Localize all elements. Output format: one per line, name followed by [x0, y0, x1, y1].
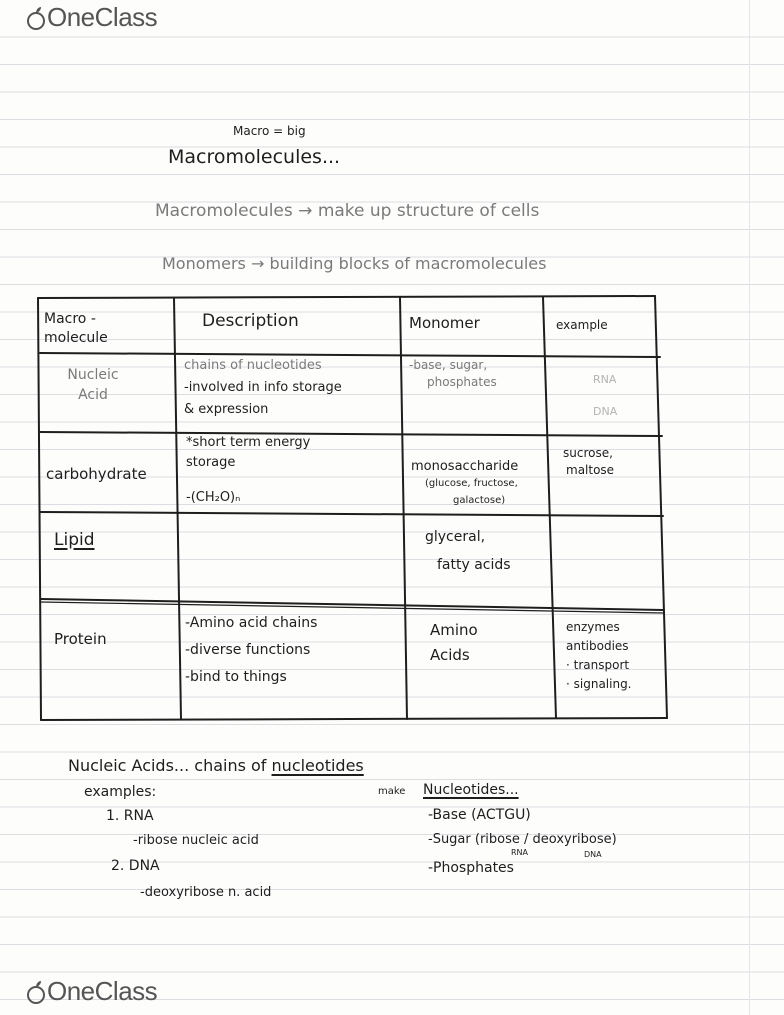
- make-label: make: [378, 786, 406, 797]
- oneclass-logo-text: OneClass: [47, 976, 158, 1006]
- table-cell-macro: carbohydrate: [46, 465, 147, 483]
- table-cell-description: chains of nucleotides -involved in info storage & expression: [184, 358, 342, 417]
- table-cell-description: -Amino acid chains -diverse functions -bind to things: [185, 615, 318, 685]
- table-header-monomer: Monomer: [409, 314, 480, 332]
- page-title: Macromolecules...: [168, 146, 341, 168]
- definition-meaning: building blocks of macromolecules: [269, 254, 547, 273]
- table-header-example: example: [556, 318, 608, 332]
- arrow-icon: →: [298, 201, 313, 221]
- example-dna: 2. DNA: [111, 858, 160, 874]
- nucleotide-phosphates: -Phosphates: [428, 860, 514, 876]
- table-cell-example: RNA DNA: [593, 373, 618, 418]
- definition-term: Macromolecules: [155, 201, 293, 221]
- table-cell-monomer: Amino Acids: [430, 621, 478, 664]
- table-cell-macro: Lipid: [54, 530, 95, 550]
- table-header-description: Description: [202, 311, 299, 331]
- table-cell-macro: Nucleic Acid: [67, 367, 119, 403]
- example-rna-desc: -ribose nucleic acid: [133, 833, 259, 848]
- definition-term: Monomers: [162, 254, 246, 273]
- table-cell-description: *short term energy storage -(CH₂O)ₙ: [186, 435, 311, 505]
- arrow-icon: →: [250, 254, 265, 273]
- table-cell-monomer: monosaccharide (glucose, fructose, galactose): [411, 459, 519, 506]
- table-cell-monomer: -base, sugar, phosphates: [409, 358, 497, 389]
- nucleotide-base: -Base (ACTGU): [428, 807, 531, 823]
- header-note: Macro = big: [233, 124, 306, 138]
- definition-meaning: make up structure of cells: [317, 201, 540, 221]
- table-header-macromolecule: Macro - molecule: [44, 311, 108, 346]
- table-cell-macro: Protein: [54, 630, 107, 648]
- nucleic-heading: Nucleic Acids... chains of nucleotides: [68, 756, 364, 775]
- example-rna: 1. RNA: [106, 808, 154, 824]
- examples-label: examples:: [84, 784, 157, 800]
- oneclass-leaf-icon: [26, 980, 46, 1004]
- oneclass-logo-bottom: [26, 976, 157, 1007]
- oneclass-logo-text: OneClass: [47, 2, 158, 32]
- table-cell-example: sucrose, maltose: [563, 446, 615, 477]
- sugar-note-rna: RNA: [511, 848, 529, 857]
- sugar-note-dna: DNA: [584, 850, 602, 859]
- table-cell-example: enzymes antibodies · transport · signaling.: [566, 620, 632, 691]
- example-dna-desc: -deoxyribose n. acid: [140, 885, 272, 900]
- nucleotides-heading: Nucleotides...: [423, 782, 519, 798]
- table-cell-monomer: glyceral, fatty acids: [425, 529, 511, 573]
- nucleotide-sugar: -Sugar (ribose / deoxyribose): [428, 832, 617, 847]
